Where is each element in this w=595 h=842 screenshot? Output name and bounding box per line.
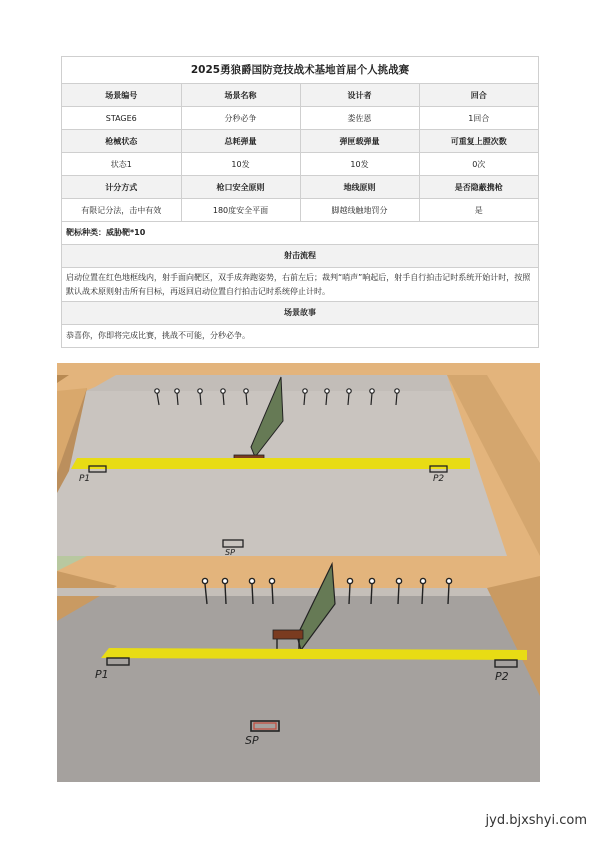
value-scoring: 有限记分法，击中有效 xyxy=(62,199,181,222)
header-gun-state: 枪械状态 xyxy=(62,130,181,153)
value-stage-name: 分秒必争 xyxy=(181,107,300,130)
header-fault-line: 地线原则 xyxy=(300,176,419,199)
procedure-text: 启动位置在红色地框线内，射手面向靶区，双手成奔跑姿势，右前左后；裁判“哨声”响起后，射手自行拍击记时系统开始计时，按照默认战术原则射击所有目标，再返回启动位置自行拍击记时系统停止计时。 xyxy=(62,268,538,302)
label-p2-persp: P2 xyxy=(495,670,509,683)
header-concealed-carry: 是否隐蔽携枪 xyxy=(419,176,538,199)
stage-info-table xyxy=(62,84,538,222)
fault-line-persp xyxy=(101,648,527,660)
sheet-title: 2025勇狼爵国防竞技战术基地首届个人挑战赛 xyxy=(62,57,538,84)
table-row xyxy=(62,199,538,222)
label-p1-persp: P1 xyxy=(95,668,109,681)
header-rounds: 回合 xyxy=(419,84,538,107)
header-reloads: 可重复上膛次数 xyxy=(419,130,538,153)
header-muzzle-safety: 枪口安全原则 xyxy=(181,176,300,199)
back-floor xyxy=(57,588,540,596)
value-gun-state: 状态1 xyxy=(62,153,181,176)
value-total-rounds: 10发 xyxy=(181,153,300,176)
table-persp xyxy=(273,630,303,639)
value-stage-id: STAGE6 xyxy=(62,107,181,130)
procedure-heading: 射击流程 xyxy=(62,245,538,268)
target-types: 靶标种类：威胁靶*10 xyxy=(62,222,538,245)
story-heading: 场景故事 xyxy=(62,302,538,325)
header-stage-id: 场景编号 xyxy=(62,84,181,107)
header-scoring: 计分方式 xyxy=(62,176,181,199)
value-rounds: 1回合 xyxy=(419,107,538,130)
label-p2: P2 xyxy=(433,474,445,484)
story-text: 恭喜你，你即将完成比赛，挑战不可能，分秒必争。 xyxy=(66,331,250,340)
table-row xyxy=(62,130,538,153)
table-row xyxy=(62,176,538,199)
value-mag-capacity: 10发 xyxy=(300,153,419,176)
table-row xyxy=(62,107,538,130)
value-muzzle-safety: 180度安全平面 xyxy=(181,199,300,222)
fault-line xyxy=(71,458,470,469)
footer-url: jyd.bjxshyi.com xyxy=(485,813,587,828)
header-mag-capacity: 弹匣载弹量 xyxy=(300,130,419,153)
value-concealed-carry: 是 xyxy=(419,199,538,222)
header-stage-name: 场景名称 xyxy=(181,84,300,107)
header-designer: 设计者 xyxy=(300,84,419,107)
wall-back-persp xyxy=(57,556,540,588)
label-p1: P1 xyxy=(79,474,91,484)
stage-info-sheet xyxy=(61,56,539,348)
stage-diagram-top xyxy=(57,363,540,556)
wall-back xyxy=(57,363,540,375)
stage-diagram-perspective xyxy=(57,556,540,782)
table-row xyxy=(62,153,538,176)
value-reloads: 0次 xyxy=(419,153,538,176)
header-total-rounds: 总耗弹量 xyxy=(181,130,300,153)
label-sp: SP xyxy=(225,548,235,556)
table-row xyxy=(62,84,538,107)
value-designer: 娄佐恩 xyxy=(300,107,419,130)
value-fault-line: 脚越线触地罚分 xyxy=(300,199,419,222)
label-sp-persp: SP xyxy=(245,734,259,747)
